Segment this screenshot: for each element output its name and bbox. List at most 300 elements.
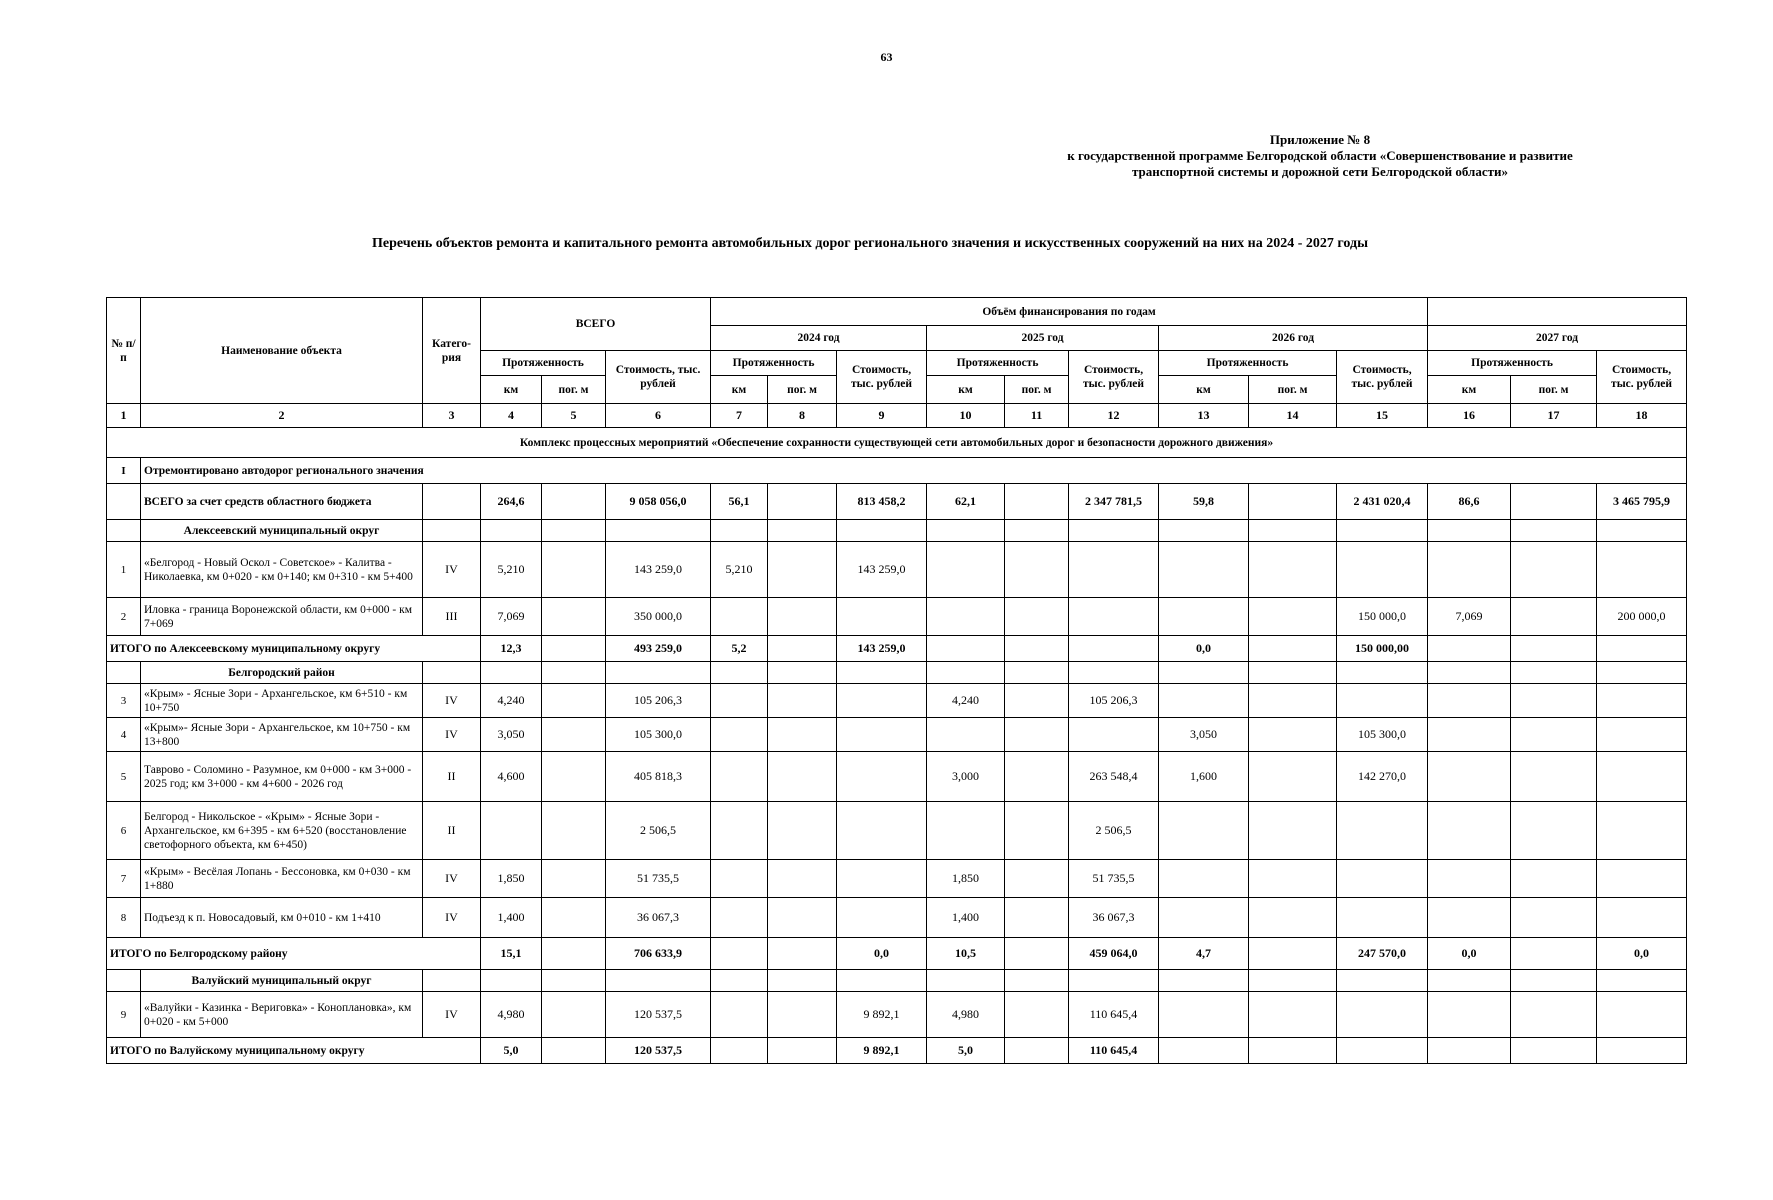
empty-cell	[423, 484, 481, 520]
column-index: 13	[1159, 404, 1249, 428]
value-cell: 105 300,0	[1337, 718, 1428, 752]
value-cell	[768, 992, 837, 1038]
column-index-row	[107, 404, 1687, 428]
district-total-value: 120 537,5	[606, 1038, 711, 1064]
header-length: Протяженность	[927, 351, 1069, 376]
value-cell	[1005, 684, 1069, 718]
value-cell	[1159, 860, 1249, 898]
value-cell	[1159, 802, 1249, 860]
value-cell	[711, 684, 768, 718]
empty-cell	[1069, 662, 1159, 684]
header-cost: Стоимость, тыс. рублей	[606, 351, 711, 404]
empty-cell	[711, 970, 768, 992]
header-pog-m: пог. м	[1511, 376, 1597, 404]
column-index: 18	[1597, 404, 1687, 428]
value-cell: 1,600	[1159, 752, 1249, 802]
value-cell	[1597, 542, 1687, 598]
value-cell	[837, 718, 927, 752]
row-number: 5	[107, 752, 141, 802]
value-cell	[768, 598, 837, 636]
subsection-row	[107, 458, 1687, 484]
district-total-value: 247 570,0	[1337, 938, 1428, 970]
district-total-label: ИТОГО по Белгородскому району	[107, 938, 481, 970]
value-cell	[1428, 684, 1511, 718]
empty-cell	[768, 970, 837, 992]
empty-cell	[711, 662, 768, 684]
empty-cell	[1069, 520, 1159, 542]
empty-cell	[837, 520, 927, 542]
header-km: км	[711, 376, 768, 404]
district-total-value	[711, 938, 768, 970]
district-total-value: 4,7	[1159, 938, 1249, 970]
header-length: Протяженность	[481, 351, 606, 376]
district-total-value: 9 892,1	[837, 1038, 927, 1064]
table-row	[107, 898, 1687, 938]
value-cell	[1249, 684, 1337, 718]
value-cell: 3,050	[481, 718, 542, 752]
column-index: 14	[1249, 404, 1337, 428]
value-cell	[1159, 992, 1249, 1038]
value-cell	[711, 992, 768, 1038]
district-total-value	[711, 1038, 768, 1064]
empty-cell	[1249, 520, 1337, 542]
page-number: 63	[880, 50, 893, 64]
header-length: Протяженность	[1428, 351, 1597, 376]
header-year-2025: 2025 год	[927, 326, 1159, 351]
value-cell	[711, 752, 768, 802]
district-total-value	[542, 938, 606, 970]
value-cell	[1337, 898, 1428, 938]
column-index: 6	[606, 404, 711, 428]
value-cell	[1511, 684, 1597, 718]
header-pog-m: пог. м	[768, 376, 837, 404]
empty-cell	[107, 970, 141, 992]
district-header-row	[107, 970, 1687, 992]
district-total-value	[1005, 1038, 1069, 1064]
header-pog-m: пог. м	[542, 376, 606, 404]
value-cell: 3,050	[1159, 718, 1249, 752]
empty-cell	[107, 484, 141, 520]
value-cell: 105 206,3	[606, 684, 711, 718]
district-header-row	[107, 520, 1687, 542]
empty-cell	[711, 520, 768, 542]
appendix-block	[1000, 132, 1640, 180]
value-cell	[1005, 898, 1069, 938]
value-cell	[1249, 898, 1337, 938]
empty-cell	[423, 970, 481, 992]
district-total-value	[1428, 636, 1511, 662]
table-row	[107, 718, 1687, 752]
value-cell	[1249, 718, 1337, 752]
empty-cell	[768, 662, 837, 684]
value-cell: 4,600	[481, 752, 542, 802]
district-total-value	[1428, 1038, 1511, 1064]
district-total-label: ИТОГО по Алексеевскому муниципальному округу	[107, 636, 481, 662]
object-category: IV	[423, 898, 481, 938]
value-cell	[1005, 752, 1069, 802]
value-cell	[1511, 598, 1597, 636]
value-cell	[768, 860, 837, 898]
grand-total-value: 59,8	[1159, 484, 1249, 520]
value-cell: 5,210	[481, 542, 542, 598]
value-cell	[1005, 992, 1069, 1038]
header-pog-m: пог. м	[1249, 376, 1337, 404]
empty-cell	[606, 520, 711, 542]
grand-total-value: 264,6	[481, 484, 542, 520]
value-cell: 4,240	[927, 684, 1005, 718]
table-header	[107, 298, 1687, 404]
value-cell: 3,000	[927, 752, 1005, 802]
value-cell	[1005, 860, 1069, 898]
object-name: «Валуйки - Казинка - Вериговка» - Коноплановка», км 0+020 - км 5+000	[141, 992, 423, 1038]
value-cell: 36 067,3	[606, 898, 711, 938]
value-cell: 7,069	[481, 598, 542, 636]
header-blank	[1428, 298, 1687, 326]
district-total-value	[927, 636, 1005, 662]
value-cell: 142 270,0	[1337, 752, 1428, 802]
header-total: ВСЕГО	[481, 298, 711, 351]
value-cell	[1159, 598, 1249, 636]
district-total-value: 150 000,00	[1337, 636, 1428, 662]
value-cell	[927, 598, 1005, 636]
header-km: км	[1159, 376, 1249, 404]
value-cell: 7,069	[1428, 598, 1511, 636]
empty-cell	[481, 970, 542, 992]
value-cell: 143 259,0	[606, 542, 711, 598]
grand-total-value: 56,1	[711, 484, 768, 520]
empty-cell	[606, 662, 711, 684]
header-pog-m: пог. м	[1005, 376, 1069, 404]
district-total-value: 5,0	[927, 1038, 1005, 1064]
empty-cell	[1428, 520, 1511, 542]
district-total-value: 706 633,9	[606, 938, 711, 970]
table-row	[107, 992, 1687, 1038]
value-cell	[1511, 802, 1597, 860]
value-cell	[542, 898, 606, 938]
grand-total-label: ВСЕГО за счет средств областного бюджета	[141, 484, 423, 520]
value-cell: 5,210	[711, 542, 768, 598]
object-name: «Крым» - Весёлая Лопань - Бессоновка, км 0+030 - км 1+880	[141, 860, 423, 898]
document-title: Перечень объектов ремонта и капитального ремонта автомобильных дорог регионального значения и искусственных сооружений на них на 2024 - 2027 годы	[371, 236, 1369, 251]
object-name: Белгород - Никольское - «Крым» - Ясные Зори - Архангельское, км 6+395 - км 6+520 (восстановление светофорного объекта, км 6+450)	[141, 802, 423, 860]
district-name: Алексеевский муниципальный округ	[141, 520, 423, 542]
district-header-row	[107, 662, 1687, 684]
value-cell	[1249, 752, 1337, 802]
value-cell: 350 000,0	[606, 598, 711, 636]
value-cell	[1428, 752, 1511, 802]
empty-cell	[1159, 520, 1249, 542]
value-cell	[1597, 992, 1687, 1038]
value-cell	[768, 542, 837, 598]
value-cell: 200 000,0	[1597, 598, 1687, 636]
value-cell	[837, 860, 927, 898]
district-name: Валуйский муниципальный округ	[141, 970, 423, 992]
value-cell	[542, 684, 606, 718]
value-cell	[542, 752, 606, 802]
empty-cell	[1428, 970, 1511, 992]
grand-total-value	[1005, 484, 1069, 520]
value-cell	[768, 752, 837, 802]
subsection-number: I	[107, 458, 141, 484]
district-total-value	[1005, 938, 1069, 970]
header-cost: Стоимость, тыс. рублей	[837, 351, 927, 404]
column-index: 1	[107, 404, 141, 428]
empty-cell	[1337, 970, 1428, 992]
district-total-value	[1511, 938, 1597, 970]
value-cell	[768, 802, 837, 860]
value-cell	[1337, 860, 1428, 898]
value-cell	[1597, 718, 1687, 752]
district-total-row	[107, 1038, 1687, 1064]
value-cell	[711, 718, 768, 752]
table-row	[107, 542, 1687, 598]
value-cell	[1428, 898, 1511, 938]
header-cost: Стоимость, тыс. рублей	[1069, 351, 1159, 404]
empty-cell	[481, 662, 542, 684]
value-cell: 1,850	[927, 860, 1005, 898]
empty-cell	[768, 520, 837, 542]
row-number: 4	[107, 718, 141, 752]
value-cell	[1005, 802, 1069, 860]
district-total-value: 15,1	[481, 938, 542, 970]
value-cell	[1428, 718, 1511, 752]
grand-total-value	[768, 484, 837, 520]
district-total-value: 0,0	[1159, 636, 1249, 662]
value-cell	[1337, 684, 1428, 718]
column-index: 8	[768, 404, 837, 428]
empty-cell	[1005, 520, 1069, 542]
empty-cell	[927, 662, 1005, 684]
grand-total-row	[107, 484, 1687, 520]
district-total-value: 5,0	[481, 1038, 542, 1064]
row-number: 9	[107, 992, 141, 1038]
empty-cell	[837, 970, 927, 992]
district-total-row	[107, 938, 1687, 970]
empty-cell	[1511, 520, 1597, 542]
value-cell	[1597, 898, 1687, 938]
value-cell	[1159, 542, 1249, 598]
table-row	[107, 598, 1687, 636]
header-km: км	[1428, 376, 1511, 404]
header-year-2024: 2024 год	[711, 326, 927, 351]
value-cell	[1511, 898, 1597, 938]
value-cell	[1249, 542, 1337, 598]
column-index: 4	[481, 404, 542, 428]
empty-cell	[423, 662, 481, 684]
object-category: IV	[423, 718, 481, 752]
empty-cell	[1428, 662, 1511, 684]
empty-cell	[1005, 662, 1069, 684]
value-cell: 2 506,5	[606, 802, 711, 860]
value-cell: 4,240	[481, 684, 542, 718]
value-cell: 1,400	[927, 898, 1005, 938]
value-cell	[1597, 752, 1687, 802]
column-index: 5	[542, 404, 606, 428]
value-cell: 405 818,3	[606, 752, 711, 802]
district-total-value: 493 259,0	[606, 636, 711, 662]
district-total-value: 0,0	[837, 938, 927, 970]
column-index: 12	[1069, 404, 1159, 428]
value-cell: 105 300,0	[606, 718, 711, 752]
object-name: Иловка - граница Воронежской области, км 0+000 - км 7+069	[141, 598, 423, 636]
column-index: 9	[837, 404, 927, 428]
district-total-value	[1249, 1038, 1337, 1064]
value-cell: 36 067,3	[1069, 898, 1159, 938]
empty-cell	[542, 520, 606, 542]
object-name: «Белгород - Новый Оскол - Советское» - Калитва - Николаевка, км 0+020 - км 0+140; км 0+310 - км 5+400	[141, 542, 423, 598]
row-number: 8	[107, 898, 141, 938]
object-name: «Крым» - Ясные Зори - Архангельское, км 6+510 - км 10+750	[141, 684, 423, 718]
row-number: 1	[107, 542, 141, 598]
grand-total-value	[1249, 484, 1337, 520]
value-cell: 1,400	[481, 898, 542, 938]
district-total-value	[542, 1038, 606, 1064]
grand-total-value: 86,6	[1428, 484, 1511, 520]
value-cell	[927, 802, 1005, 860]
column-index: 11	[1005, 404, 1069, 428]
value-cell	[1159, 898, 1249, 938]
object-name: Подъезд к п. Новосадовый, км 0+010 - км 1+410	[141, 898, 423, 938]
empty-cell	[107, 520, 141, 542]
value-cell	[1337, 542, 1428, 598]
row-number: 2	[107, 598, 141, 636]
grand-total-value: 3 465 795,9	[1597, 484, 1687, 520]
district-total-value: 10,5	[927, 938, 1005, 970]
header-cost: Стоимость, тыс. рублей	[1597, 351, 1687, 404]
empty-cell	[927, 520, 1005, 542]
section-title: Комплекс процессных мероприятий «Обеспечение сохранности существующей сети автомобильных дорог и безопасности дорожного движения»	[107, 428, 1687, 458]
district-total-value	[1249, 636, 1337, 662]
object-category: III	[423, 598, 481, 636]
value-cell	[542, 860, 606, 898]
appendix-line: Приложение № 8	[1269, 132, 1371, 147]
table-row	[107, 802, 1687, 860]
empty-cell	[1249, 970, 1337, 992]
district-total-value: 0,0	[1428, 938, 1511, 970]
value-cell	[711, 898, 768, 938]
empty-cell	[1597, 662, 1687, 684]
value-cell	[1511, 860, 1597, 898]
district-total-value	[1597, 1038, 1687, 1064]
district-total-value: 143 259,0	[837, 636, 927, 662]
header-funding: Объём финансирования по годам	[711, 298, 1428, 326]
district-total-value: 459 064,0	[1069, 938, 1159, 970]
empty-cell	[1597, 970, 1687, 992]
value-cell	[1005, 718, 1069, 752]
empty-cell	[1511, 970, 1597, 992]
value-cell	[1249, 992, 1337, 1038]
value-cell	[837, 752, 927, 802]
empty-cell	[1249, 662, 1337, 684]
grand-total-value	[1511, 484, 1597, 520]
value-cell	[927, 542, 1005, 598]
table-row	[107, 860, 1687, 898]
empty-cell	[107, 662, 141, 684]
appendix-line: транспортной системы и дорожной сети Белгородской области»	[1132, 164, 1508, 179]
value-cell	[1511, 542, 1597, 598]
value-cell	[1249, 802, 1337, 860]
value-cell	[768, 718, 837, 752]
value-cell	[542, 598, 606, 636]
object-category: IV	[423, 992, 481, 1038]
value-cell	[1428, 542, 1511, 598]
value-cell	[1069, 542, 1159, 598]
district-total-value	[1249, 938, 1337, 970]
value-cell: 9 892,1	[837, 992, 927, 1038]
value-cell: 263 548,4	[1069, 752, 1159, 802]
value-cell	[1069, 598, 1159, 636]
district-total-value: 0,0	[1597, 938, 1687, 970]
value-cell	[481, 802, 542, 860]
value-cell	[768, 684, 837, 718]
district-total-value	[1597, 636, 1687, 662]
object-name: Таврово - Соломино - Разумное, км 0+000 - км 3+000 - 2025 год; км 3+000 - км 4+600 - 2026 год	[141, 752, 423, 802]
empty-cell	[542, 970, 606, 992]
district-total-value: 5,2	[711, 636, 768, 662]
empty-cell	[423, 520, 481, 542]
grand-total-value: 2 347 781,5	[1069, 484, 1159, 520]
table-row	[107, 684, 1687, 718]
column-index: 10	[927, 404, 1005, 428]
header-length: Протяженность	[1159, 351, 1337, 376]
objects-table	[106, 297, 1687, 1064]
value-cell	[1337, 992, 1428, 1038]
value-cell	[837, 802, 927, 860]
empty-cell	[606, 970, 711, 992]
district-total-row	[107, 636, 1687, 662]
header-num: № п/п	[107, 298, 141, 404]
value-cell: 51 735,5	[606, 860, 711, 898]
table-row	[107, 752, 1687, 802]
value-cell	[1597, 802, 1687, 860]
column-index: 15	[1337, 404, 1428, 428]
object-name: «Крым»- Ясные Зори - Архангельское, км 10+750 - км 13+800	[141, 718, 423, 752]
value-cell	[1511, 718, 1597, 752]
empty-cell	[1069, 970, 1159, 992]
value-cell	[1005, 542, 1069, 598]
value-cell: 143 259,0	[837, 542, 927, 598]
column-index: 7	[711, 404, 768, 428]
value-cell	[1428, 860, 1511, 898]
header-year-2026: 2026 год	[1159, 326, 1428, 351]
district-total-value	[542, 636, 606, 662]
grand-total-value: 813 458,2	[837, 484, 927, 520]
value-cell	[837, 598, 927, 636]
value-cell: 105 206,3	[1069, 684, 1159, 718]
grand-total-value	[542, 484, 606, 520]
empty-cell	[927, 970, 1005, 992]
empty-cell	[1597, 520, 1687, 542]
value-cell: 110 645,4	[1069, 992, 1159, 1038]
district-total-value	[768, 938, 837, 970]
value-cell	[1069, 718, 1159, 752]
value-cell	[1428, 992, 1511, 1038]
district-name: Белгородский район	[141, 662, 423, 684]
header-cost: Стоимость, тыс. рублей	[1337, 351, 1428, 404]
header-category: Катего-рия	[423, 298, 481, 404]
column-index: 17	[1511, 404, 1597, 428]
grand-total-value: 2 431 020,4	[1337, 484, 1428, 520]
empty-cell	[1337, 520, 1428, 542]
district-total-value: 12,3	[481, 636, 542, 662]
value-cell	[1337, 802, 1428, 860]
value-cell	[1249, 860, 1337, 898]
district-total-label: ИТОГО по Валуйскому муниципальному округу	[107, 1038, 481, 1064]
district-total-value	[1005, 636, 1069, 662]
empty-cell	[1159, 662, 1249, 684]
value-cell	[837, 684, 927, 718]
row-number: 3	[107, 684, 141, 718]
